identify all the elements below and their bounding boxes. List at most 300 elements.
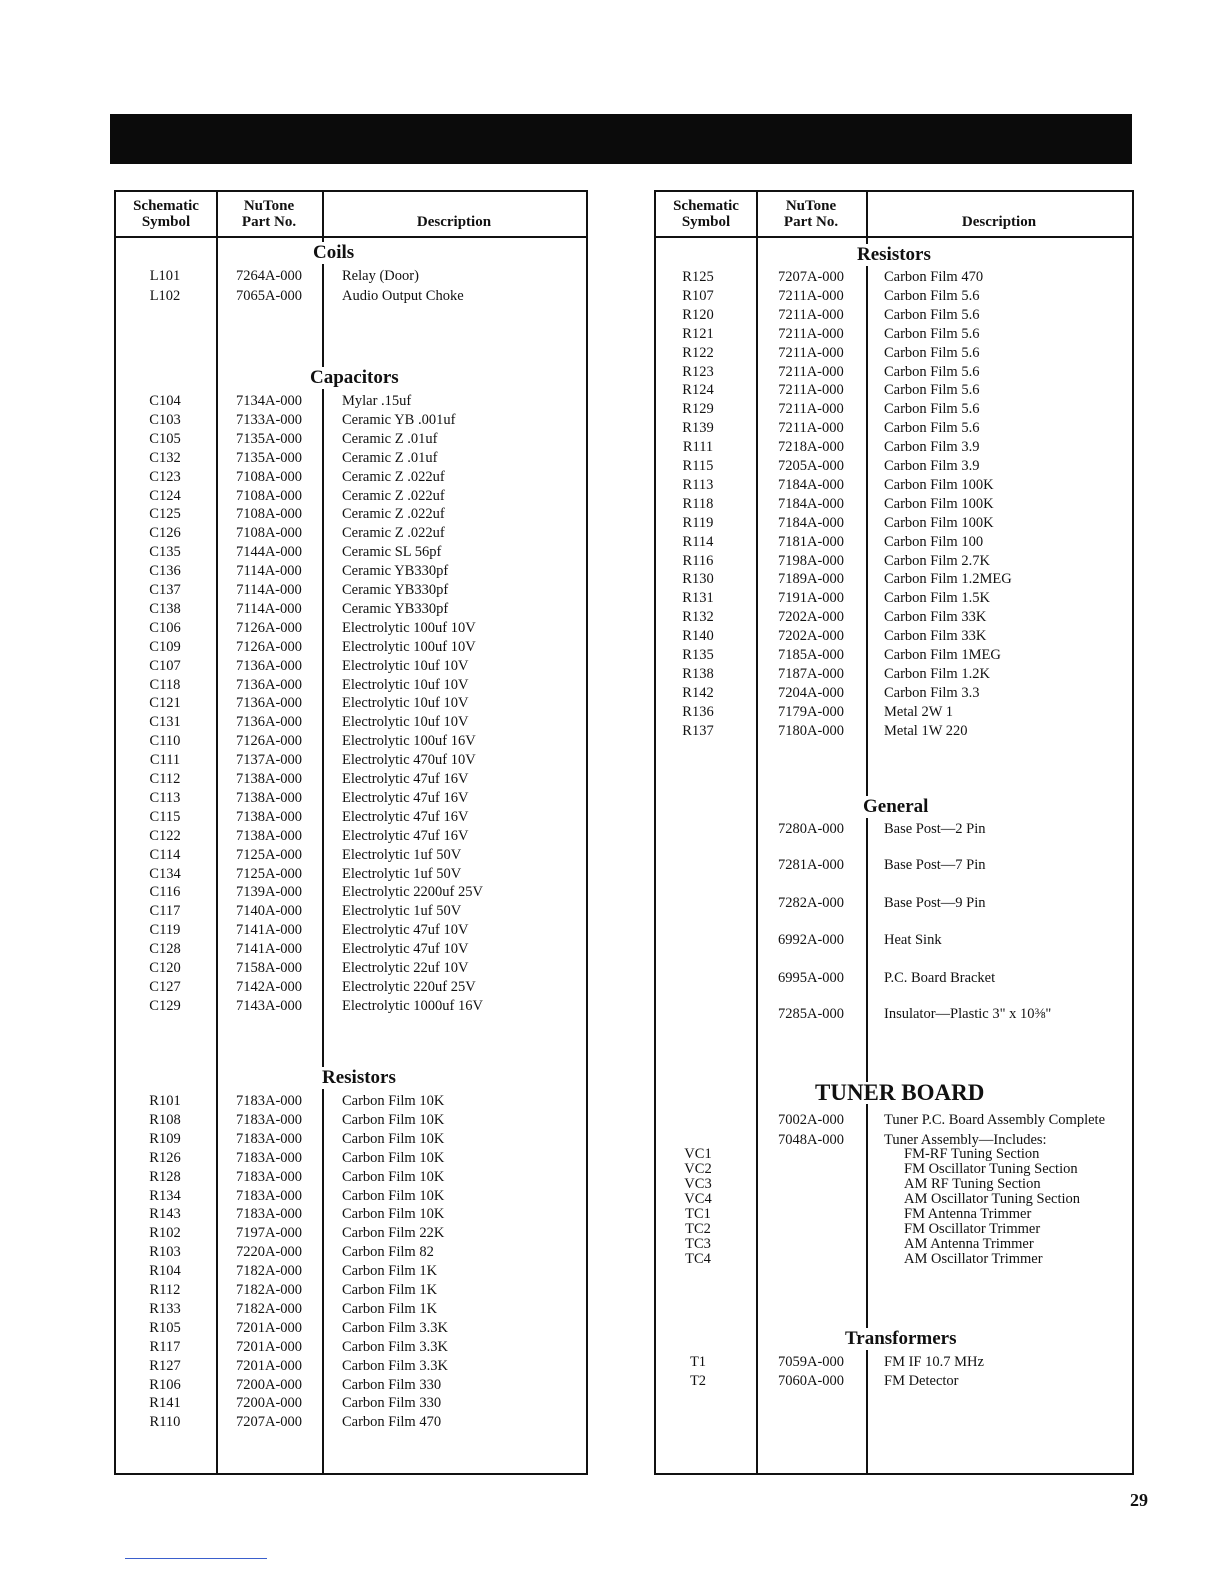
part-number: 7187A-000	[777, 665, 845, 682]
schematic-symbol: R143	[149, 1206, 181, 1223]
schematic-symbol: R125	[682, 269, 714, 285]
part-number: 7158A-000	[235, 960, 303, 976]
schematic-symbol: C120	[149, 960, 181, 976]
parts-row	[656, 306, 1132, 325]
part-number: 7126A-000	[235, 733, 303, 750]
parts-row	[656, 476, 1132, 495]
section-title-tuner-board: TUNER BOARD	[815, 1080, 985, 1105]
part-description: Heat Sink	[884, 932, 942, 948]
parts-row	[116, 1130, 586, 1149]
schematic-symbol: C131	[149, 714, 181, 731]
part-number: 7180A-000	[777, 722, 845, 739]
schematic-symbol: R106	[149, 1376, 181, 1393]
part-description: AM Antenna Trimmer	[904, 1236, 1034, 1252]
schematic-symbol: C112	[149, 771, 181, 787]
part-number: 7202A-000	[777, 609, 845, 626]
parts-row	[656, 820, 1132, 839]
description-header: Description	[416, 214, 492, 230]
schematic-symbol: R111	[682, 439, 714, 456]
part-description: Base Post—2 Pin	[884, 821, 986, 837]
part-number: 7182A-000	[235, 1282, 303, 1298]
part-number: 7183A-000	[235, 1149, 303, 1166]
part-number: 7204A-000	[777, 684, 845, 701]
part-number: 7211A-000	[778, 401, 844, 418]
part-number: 7142A-000	[235, 978, 303, 995]
parts-row	[656, 589, 1132, 608]
part-number: 7133A-000	[235, 411, 303, 428]
part-description: Carbon Film 10K	[342, 1187, 445, 1204]
schematic-symbol: C106	[149, 619, 181, 636]
parts-row	[116, 846, 586, 865]
part-description: Carbon Film 10K	[342, 1111, 445, 1128]
part-number: 7205A-000	[777, 458, 845, 474]
schematic-symbol: R107	[682, 287, 714, 304]
part-description: Electrolytic 47uf 16V	[342, 827, 469, 844]
schematic-symbol: C123	[149, 468, 181, 485]
parts-row	[116, 468, 586, 487]
part-description: P.C. Board Bracket	[884, 970, 996, 986]
page-number: 29	[1130, 1490, 1148, 1510]
schematic-symbol: R136	[682, 703, 714, 720]
schematic-symbol: L102	[149, 288, 181, 304]
part-description: Ceramic SL 56pf	[342, 544, 442, 561]
parts-row	[116, 619, 586, 638]
part-description: Carbon Film 3.3K	[342, 1319, 448, 1336]
part-description: Electrolytic 2200uf 25V	[342, 884, 483, 901]
parts-row	[116, 770, 586, 789]
schematic-symbol: R114	[682, 533, 714, 550]
part-number: 7108A-000	[235, 487, 303, 504]
parts-row	[116, 940, 586, 959]
part-description: Carbon Film 22K	[342, 1225, 445, 1242]
schematic-symbol: R127	[149, 1357, 181, 1374]
parts-table-left	[114, 190, 588, 1475]
parts-table-right	[654, 190, 1134, 1475]
part-description: Ceramic YB330pf	[342, 600, 449, 617]
parts-row	[116, 1111, 586, 1130]
parts-row	[116, 487, 586, 506]
part-description: Electrolytic 100uf 10V	[342, 619, 476, 636]
part-description: Carbon Film 3.9	[884, 458, 980, 474]
part-header: NuTone Part No.	[783, 198, 839, 230]
part-number: 7108A-000	[235, 525, 303, 542]
part-number: 7135A-000	[235, 449, 303, 466]
part-number: 7218A-000	[777, 439, 845, 456]
part-number: 7211A-000	[778, 382, 844, 399]
description-header: Description	[961, 214, 1037, 230]
part-description: Audio Output Choke	[342, 288, 464, 304]
parts-row	[116, 1205, 586, 1224]
part-description: Carbon Film 5.6	[884, 287, 980, 304]
schematic-symbol: R122	[682, 344, 714, 361]
part-description: FM IF 10.7 MHz	[884, 1354, 984, 1370]
schematic-symbol: C122	[149, 827, 181, 844]
part-number: 7141A-000	[235, 941, 303, 958]
part-description: AM RF Tuning Section	[904, 1176, 1041, 1192]
parts-row	[656, 570, 1132, 589]
part-number: 7181A-000	[777, 533, 845, 550]
schematic-symbol: R124	[682, 382, 714, 399]
schematic-symbol: C115	[149, 808, 181, 825]
part-number: 7002A-000	[777, 1112, 845, 1128]
parts-row	[116, 997, 586, 1016]
part-description: Electrolytic 470uf 10V	[342, 752, 476, 769]
part-description: Electrolytic 100uf 10V	[342, 638, 476, 655]
parts-row	[116, 562, 586, 581]
schematic-symbol: C136	[149, 563, 181, 580]
schematic-symbol: C104	[149, 393, 181, 409]
parts-row	[656, 438, 1132, 457]
schematic-symbol: C109	[149, 638, 181, 655]
schematic-symbol: T1	[689, 1354, 707, 1370]
part-number: 7200A-000	[235, 1376, 303, 1393]
schematic-symbol: R138	[682, 665, 714, 682]
schematic-symbol: R135	[682, 647, 714, 663]
schematic-symbol: C116	[149, 884, 181, 901]
schematic-symbol: R131	[682, 590, 714, 607]
schematic-symbol: R132	[682, 609, 714, 626]
parts-row	[656, 608, 1132, 627]
part-description: Electrolytic 220uf 25V	[342, 978, 476, 995]
part-number: 7183A-000	[235, 1093, 303, 1109]
parts-row	[656, 1111, 1132, 1130]
part-number: 7108A-000	[235, 506, 303, 523]
part-description: Carbon Film 2.7K	[884, 552, 990, 569]
part-description: Ceramic Z .022uf	[342, 525, 445, 542]
parts-row	[116, 751, 586, 770]
part-number: 7280A-000	[777, 821, 845, 837]
section-title-resistors: Resistors	[857, 244, 931, 265]
part-number: 7281A-000	[777, 857, 845, 873]
part-number: 7126A-000	[235, 638, 303, 655]
schematic-symbol: C128	[149, 941, 181, 958]
schematic-symbol: R105	[149, 1319, 181, 1336]
part-number: 7138A-000	[235, 827, 303, 844]
part-number: 7182A-000	[235, 1263, 303, 1280]
symbol-header: Schematic Symbol	[673, 198, 739, 230]
part-description: Electrolytic 10uf 10V	[342, 714, 469, 731]
part-number: 7136A-000	[235, 695, 303, 712]
parts-row	[656, 646, 1132, 665]
parts-row	[116, 732, 586, 751]
schematic-symbol: R109	[149, 1130, 181, 1147]
parts-row	[116, 1338, 586, 1357]
part-description: Carbon Film 5.6	[884, 420, 980, 437]
schematic-symbol: TC4	[685, 1251, 711, 1267]
schematic-symbol: R118	[682, 495, 714, 512]
schematic-symbol: R126	[149, 1149, 181, 1166]
parts-row	[116, 1168, 586, 1187]
part-number: 7184A-000	[777, 495, 845, 512]
part-description: Base Post—9 Pin	[884, 895, 986, 911]
schematic-symbol: TC1	[685, 1206, 711, 1222]
part-description: Carbon Film 3.3K	[342, 1338, 448, 1355]
part-number: 7189A-000	[777, 571, 845, 588]
parts-row	[656, 457, 1132, 476]
part-description: Relay (Door)	[342, 268, 419, 284]
part-description: Metal 2W 1	[884, 703, 953, 720]
parts-row	[116, 1357, 586, 1376]
part-number: 7136A-000	[235, 657, 303, 674]
parts-row	[116, 1224, 586, 1243]
parts-row	[116, 287, 586, 306]
part-description: FM Oscillator Tuning Section	[904, 1161, 1078, 1177]
parts-row	[116, 1394, 586, 1413]
part-description: Tuner P.C. Board Assembly Complete	[884, 1112, 1106, 1128]
parts-row	[656, 268, 1132, 287]
schematic-symbol: VC3	[684, 1176, 712, 1192]
parts-row	[116, 808, 586, 827]
section-title-coils: Coils	[313, 242, 355, 263]
schematic-symbol: R121	[682, 325, 714, 342]
part-number: 7139A-000	[235, 884, 303, 901]
parts-row	[116, 713, 586, 732]
parts-row	[656, 684, 1132, 703]
schematic-symbol: R110	[149, 1414, 181, 1431]
part-description: Carbon Film 3.3K	[342, 1357, 448, 1374]
part-description: Ceramic Z .022uf	[342, 506, 445, 523]
part-description: Electrolytic 47uf 10V	[342, 922, 469, 939]
part-number: 7197A-000	[235, 1225, 303, 1242]
schematic-symbol: R102	[149, 1225, 181, 1242]
part-description: Ceramic YB330pf	[342, 563, 449, 580]
parts-row	[656, 381, 1132, 400]
parts-row	[116, 978, 586, 997]
part-number: 7108A-000	[235, 468, 303, 485]
part-number: 7264A-000	[235, 268, 303, 284]
schematic-symbol: R101	[149, 1093, 181, 1109]
part-number: 7179A-000	[777, 703, 845, 720]
part-number: 7207A-000	[777, 269, 845, 285]
part-number: 7200A-000	[235, 1395, 303, 1412]
schematic-symbol: VC4	[684, 1191, 712, 1207]
part-description: Electrolytic 10uf 10V	[342, 695, 469, 712]
part-description: Carbon Film 10K	[342, 1206, 445, 1223]
header-rule	[656, 236, 1132, 238]
part-description: Carbon Film 470	[342, 1414, 442, 1431]
parts-row	[116, 411, 586, 430]
schematic-symbol: C132	[149, 449, 181, 466]
parts-row	[656, 1372, 1132, 1391]
schematic-symbol: C111	[149, 752, 181, 769]
part-description: Carbon Film 3.3	[884, 684, 980, 701]
parts-row	[116, 921, 586, 940]
part-description: Carbon Film 1.5K	[884, 590, 990, 607]
section-title-transformers: Transformers	[845, 1328, 957, 1349]
section-title-capacitors: Capacitors	[310, 367, 399, 388]
parts-row	[116, 959, 586, 978]
part-description: Electrolytic 47uf 16V	[342, 789, 469, 806]
part-description: Ceramic Z .022uf	[342, 468, 445, 485]
schematic-symbol: R128	[149, 1168, 181, 1185]
part-description: Carbon Film 1K	[342, 1263, 438, 1280]
parts-row	[116, 392, 586, 411]
schematic-symbol: R108	[149, 1111, 181, 1128]
part-description: Electrolytic 1uf 50V	[342, 865, 462, 882]
schematic-symbol: R116	[682, 552, 714, 569]
parts-row	[656, 665, 1132, 684]
part-number: 7059A-000	[777, 1354, 845, 1370]
part-description: Electrolytic 47uf 10V	[342, 941, 469, 958]
part-number: 7114A-000	[236, 582, 302, 598]
part-description: Carbon Film 5.6	[884, 382, 980, 399]
schematic-symbol: R120	[682, 306, 714, 323]
part-description: Carbon Film 5.6	[884, 306, 980, 323]
part-description: Electrolytic 10uf 10V	[342, 657, 469, 674]
part-number: 7202A-000	[777, 628, 845, 645]
section-title-resistors: Resistors	[322, 1067, 396, 1088]
schematic-symbol: R104	[149, 1263, 181, 1280]
parts-row	[116, 1092, 586, 1111]
parts-row	[116, 543, 586, 562]
part-number: 7201A-000	[235, 1319, 303, 1336]
parts-row	[656, 1353, 1132, 1372]
parts-row	[116, 1413, 586, 1432]
part-description: Carbon Film 5.6	[884, 363, 980, 380]
symbol-header: Schematic Symbol	[133, 198, 199, 230]
part-description: Carbon Film 100K	[884, 476, 994, 493]
schematic-symbol: R134	[149, 1187, 181, 1204]
part-number: 7211A-000	[778, 325, 844, 342]
parts-row	[116, 1281, 586, 1300]
parts-row	[656, 400, 1132, 419]
schematic-symbol: L101	[149, 268, 181, 284]
schematic-symbol: R112	[149, 1282, 181, 1298]
schematic-symbol: R123	[682, 363, 714, 380]
parts-row	[656, 627, 1132, 646]
schematic-symbol: R141	[149, 1395, 181, 1412]
parts-row	[116, 505, 586, 524]
part-description: Electrolytic 47uf 16V	[342, 808, 469, 825]
part-number: 7138A-000	[235, 789, 303, 806]
part-number: 7183A-000	[235, 1187, 303, 1204]
part-number: 7183A-000	[235, 1111, 303, 1128]
parts-row	[116, 676, 586, 695]
part-description: FM Oscillator Trimmer	[904, 1221, 1041, 1237]
schematic-symbol: C121	[149, 695, 181, 712]
part-number: 7183A-000	[235, 1206, 303, 1223]
part-number: 7198A-000	[777, 552, 845, 569]
part-number: 7125A-000	[235, 846, 303, 863]
part-number: 7201A-000	[235, 1338, 303, 1355]
part-number: 7048A-000	[777, 1132, 845, 1148]
parts-row	[116, 827, 586, 846]
schematic-symbol: R113	[682, 476, 714, 493]
part-number: 7184A-000	[777, 514, 845, 531]
schematic-symbol: C125	[149, 506, 181, 523]
section-title-general: General	[863, 796, 929, 817]
parts-row	[656, 495, 1132, 514]
parts-row	[656, 1005, 1132, 1024]
part-description: Carbon Film 1MEG	[884, 647, 1001, 663]
part-number: 7136A-000	[235, 676, 303, 693]
schematic-symbol: TC2	[685, 1221, 711, 1237]
part-number: 7207A-000	[235, 1414, 303, 1431]
part-number: 7134A-000	[235, 393, 303, 409]
parts-row	[656, 287, 1132, 306]
parts-row	[116, 1243, 586, 1262]
part-number: 7144A-000	[235, 544, 303, 561]
part-number: 7065A-000	[235, 288, 303, 304]
parts-row	[116, 902, 586, 921]
part-description: Carbon Film 1K	[342, 1300, 438, 1317]
schematic-symbol: R142	[682, 684, 714, 701]
part-description: Carbon Film 33K	[884, 628, 987, 645]
part-description: Mylar .15uf	[342, 393, 412, 409]
part-description: Carbon Film 100	[884, 533, 984, 550]
part-number: 7211A-000	[778, 363, 844, 380]
part-description: Ceramic Z .01uf	[342, 449, 438, 466]
parts-row	[656, 969, 1132, 988]
part-number: 7135A-000	[235, 430, 303, 447]
part-description: Metal 1W 220	[884, 722, 968, 739]
parts-row	[116, 657, 586, 676]
schematic-symbol: R130	[682, 571, 714, 588]
parts-row	[656, 533, 1132, 552]
part-description: Carbon Film 10K	[342, 1168, 445, 1185]
schematic-symbol: C103	[149, 411, 181, 428]
part-description: Electrolytic 10uf 10V	[342, 676, 469, 693]
schematic-symbol: R119	[682, 514, 714, 531]
parts-row	[656, 703, 1132, 722]
parts-row	[656, 419, 1132, 438]
part-number: 7138A-000	[235, 771, 303, 787]
part-description: Carbon Film 5.6	[884, 344, 980, 361]
parts-row	[656, 325, 1132, 344]
schematic-symbol: T2	[689, 1373, 707, 1389]
part-description: Carbon Film 1K	[342, 1282, 438, 1298]
parts-row	[656, 894, 1132, 913]
parts-row	[116, 1319, 586, 1338]
part-number: 7126A-000	[235, 619, 303, 636]
part-number: 7220A-000	[235, 1244, 303, 1261]
part-description: Carbon Film 100K	[884, 514, 994, 531]
schematic-symbol: C129	[149, 997, 181, 1014]
part-number: 7211A-000	[778, 287, 844, 304]
parts-row	[116, 524, 586, 543]
part-number: 6995A-000	[777, 970, 845, 986]
parts-row	[116, 581, 586, 600]
schematic-symbol: VC2	[684, 1161, 712, 1177]
part-description: FM Antenna Trimmer	[904, 1206, 1032, 1222]
schematic-symbol: R140	[682, 628, 714, 645]
schematic-symbol: C138	[149, 600, 181, 617]
part-description: Electrolytic 100uf 16V	[342, 733, 476, 750]
part-number: 7182A-000	[235, 1300, 303, 1317]
part-description: Ceramic YB .001uf	[342, 411, 456, 428]
parts-row	[656, 856, 1132, 875]
part-number: 7211A-000	[778, 344, 844, 361]
part-description: Ceramic Z .022uf	[342, 487, 445, 504]
parts-row	[116, 883, 586, 902]
part-description: Carbon Film 10K	[342, 1130, 445, 1147]
schematic-symbol: R139	[682, 420, 714, 437]
schematic-symbol: R133	[149, 1300, 181, 1317]
part-number: 7114A-000	[236, 563, 302, 580]
part-description: Electrolytic 1000uf 16V	[342, 997, 483, 1014]
schematic-symbol: C119	[149, 922, 181, 939]
part-number: 7125A-000	[235, 865, 303, 882]
footer-rule	[125, 1558, 267, 1559]
part-number: 7136A-000	[235, 714, 303, 731]
part-header: NuTone Part No.	[241, 198, 297, 230]
part-description: Ceramic Z .01uf	[342, 430, 438, 447]
parts-row	[116, 865, 586, 884]
part-description: Tuner Assembly—Includes:	[884, 1132, 1047, 1148]
parts-row	[116, 1262, 586, 1281]
part-description: Electrolytic 1uf 50V	[342, 903, 462, 920]
part-number: 7060A-000	[777, 1373, 845, 1389]
